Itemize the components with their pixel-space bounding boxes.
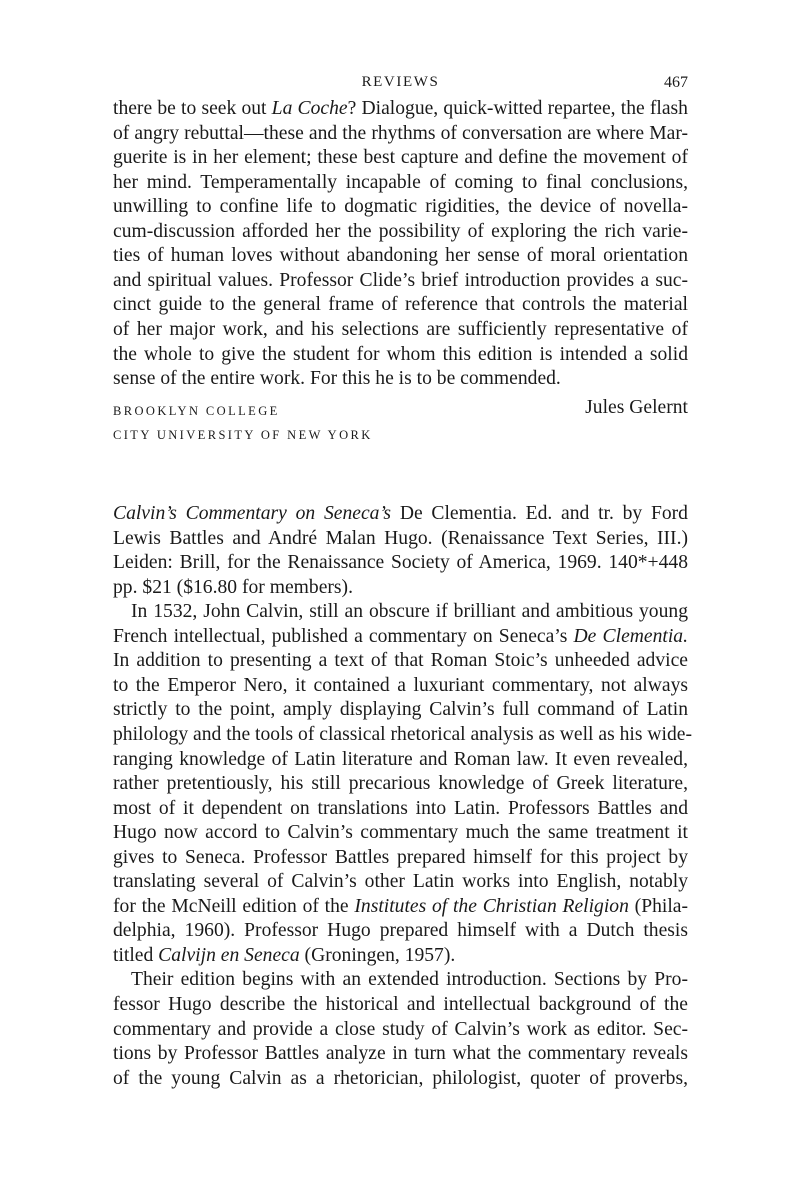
text-line: Calvin’s Commentary on Seneca’s De Clementia. Ed. and tr. by Ford bbox=[113, 503, 688, 524]
text-line: the whole to give the student for whom this edition is intended a solid bbox=[113, 343, 688, 365]
text-line: tions by Professor Battles analyze in turn what the commentary reveals bbox=[113, 1043, 688, 1065]
text-line: her mind. Temperamentally incapable of coming to final conclusions, bbox=[113, 171, 688, 193]
text-line: strictly to the point, amply displaying Calvin’s full command of Latin bbox=[113, 699, 688, 721]
text-line: sense of the entire work. For this he is to be commended. bbox=[113, 368, 561, 390]
text-line: In addition to presenting a text of that Roman Stoic’s unheeded advice bbox=[113, 650, 688, 672]
text-line: Leiden: Brill, for the Renaissance Society of America, 1969. 140*+448 bbox=[113, 552, 688, 574]
text-line: In 1532, John Calvin, still an obscure if brilliant and ambitious young bbox=[131, 601, 688, 623]
italic-title: Institutes of the Christian Religion bbox=[354, 895, 629, 917]
text-line: most of it dependent on translations into Latin. Professors Battles and bbox=[113, 797, 688, 819]
text-line: delphia, 1960). Professor Hugo prepared himself with a Dutch thesis bbox=[113, 920, 688, 942]
italic-title: Calvin’s Commentary on Seneca’s bbox=[113, 503, 392, 524]
text-line: cinct guide to the general frame of reference that controls the material bbox=[113, 294, 688, 316]
text-line: and spiritual values. Professor Clide’s brief introduction provides a suc- bbox=[113, 269, 688, 291]
italic-title: De Clementia. bbox=[573, 625, 688, 647]
page-number: 467 bbox=[664, 74, 688, 91]
text-line: of the young Calvin as a rhetorician, philologist, quoter of proverbs, bbox=[113, 1067, 688, 1089]
text-line: rather pretentiously, his still precarious knowledge of Greek literature, bbox=[113, 773, 688, 795]
text-line: fessor Hugo describe the historical and intellectual background of the bbox=[113, 994, 688, 1015]
text-line: ties of human loves without abandoning her sense of moral orientation bbox=[113, 245, 688, 267]
text-line: for the McNeill edition of the Institutes of the Christian Religion (Phila- bbox=[113, 895, 689, 917]
text-line: Their edition begins with an extended introduction. Sections by Pro- bbox=[131, 969, 688, 991]
text-line: commentary and provide a close study of Calvin’s work as editor. Sec- bbox=[113, 1018, 688, 1040]
text-line: Lewis Battles and André Malan Hugo. (Renaissance Text Series, III.) bbox=[113, 527, 688, 549]
affiliation-university: CITY UNIVERSITY OF NEW YORK bbox=[113, 428, 373, 442]
affiliation-college: BROOKLYN COLLEGE bbox=[113, 404, 280, 418]
text-line: of her major work, and his selections are sufficiently representative of bbox=[113, 318, 688, 340]
running-head bbox=[113, 70, 688, 94]
text-line: pp. $21 ($16.80 for members). bbox=[113, 576, 353, 598]
text-line: to the Emperor Nero, it contained a luxuriant commentary, not always bbox=[113, 674, 688, 696]
text-line: Hugo now accord to Calvin’s commentary much the same treatment it bbox=[113, 822, 688, 844]
text-line: of angry rebuttal—these and the rhythms of conversation are where Mar- bbox=[113, 122, 688, 144]
reviewer-signature: Jules Gelernt bbox=[585, 397, 688, 418]
text-line: gives to Seneca. Professor Battles prepared himself for this project by bbox=[113, 846, 688, 868]
text-line: titled Calvijn en Seneca (Groningen, 1957). bbox=[113, 944, 456, 966]
text-line: there be to seek out La Coche? Dialogue, quick-witted repartee, the flash bbox=[113, 98, 688, 119]
text-line: ranging knowledge of Latin literature and Roman law. It even revealed, bbox=[113, 748, 688, 770]
italic-title: La Coche bbox=[271, 98, 348, 119]
text-line: cum-discussion afforded her the possibility of exploring the rich varie- bbox=[113, 220, 688, 242]
text-line: translating several of Calvin’s other Latin works into English, notably bbox=[113, 871, 688, 893]
text-line: philology and the tools of classical rhetorical analysis as well as his wide- bbox=[113, 723, 692, 745]
italic-title: Calvijn en Seneca bbox=[158, 944, 300, 966]
running-title: REVIEWS bbox=[361, 74, 440, 90]
text-line: French intellectual, published a commentary on Seneca’s De Clementia. bbox=[113, 625, 688, 647]
text-line: unwilling to confine life to dogmatic rigidities, the device of novella- bbox=[113, 196, 688, 218]
text-line: guerite is in her element; these best capture and define the movement of bbox=[113, 147, 688, 169]
